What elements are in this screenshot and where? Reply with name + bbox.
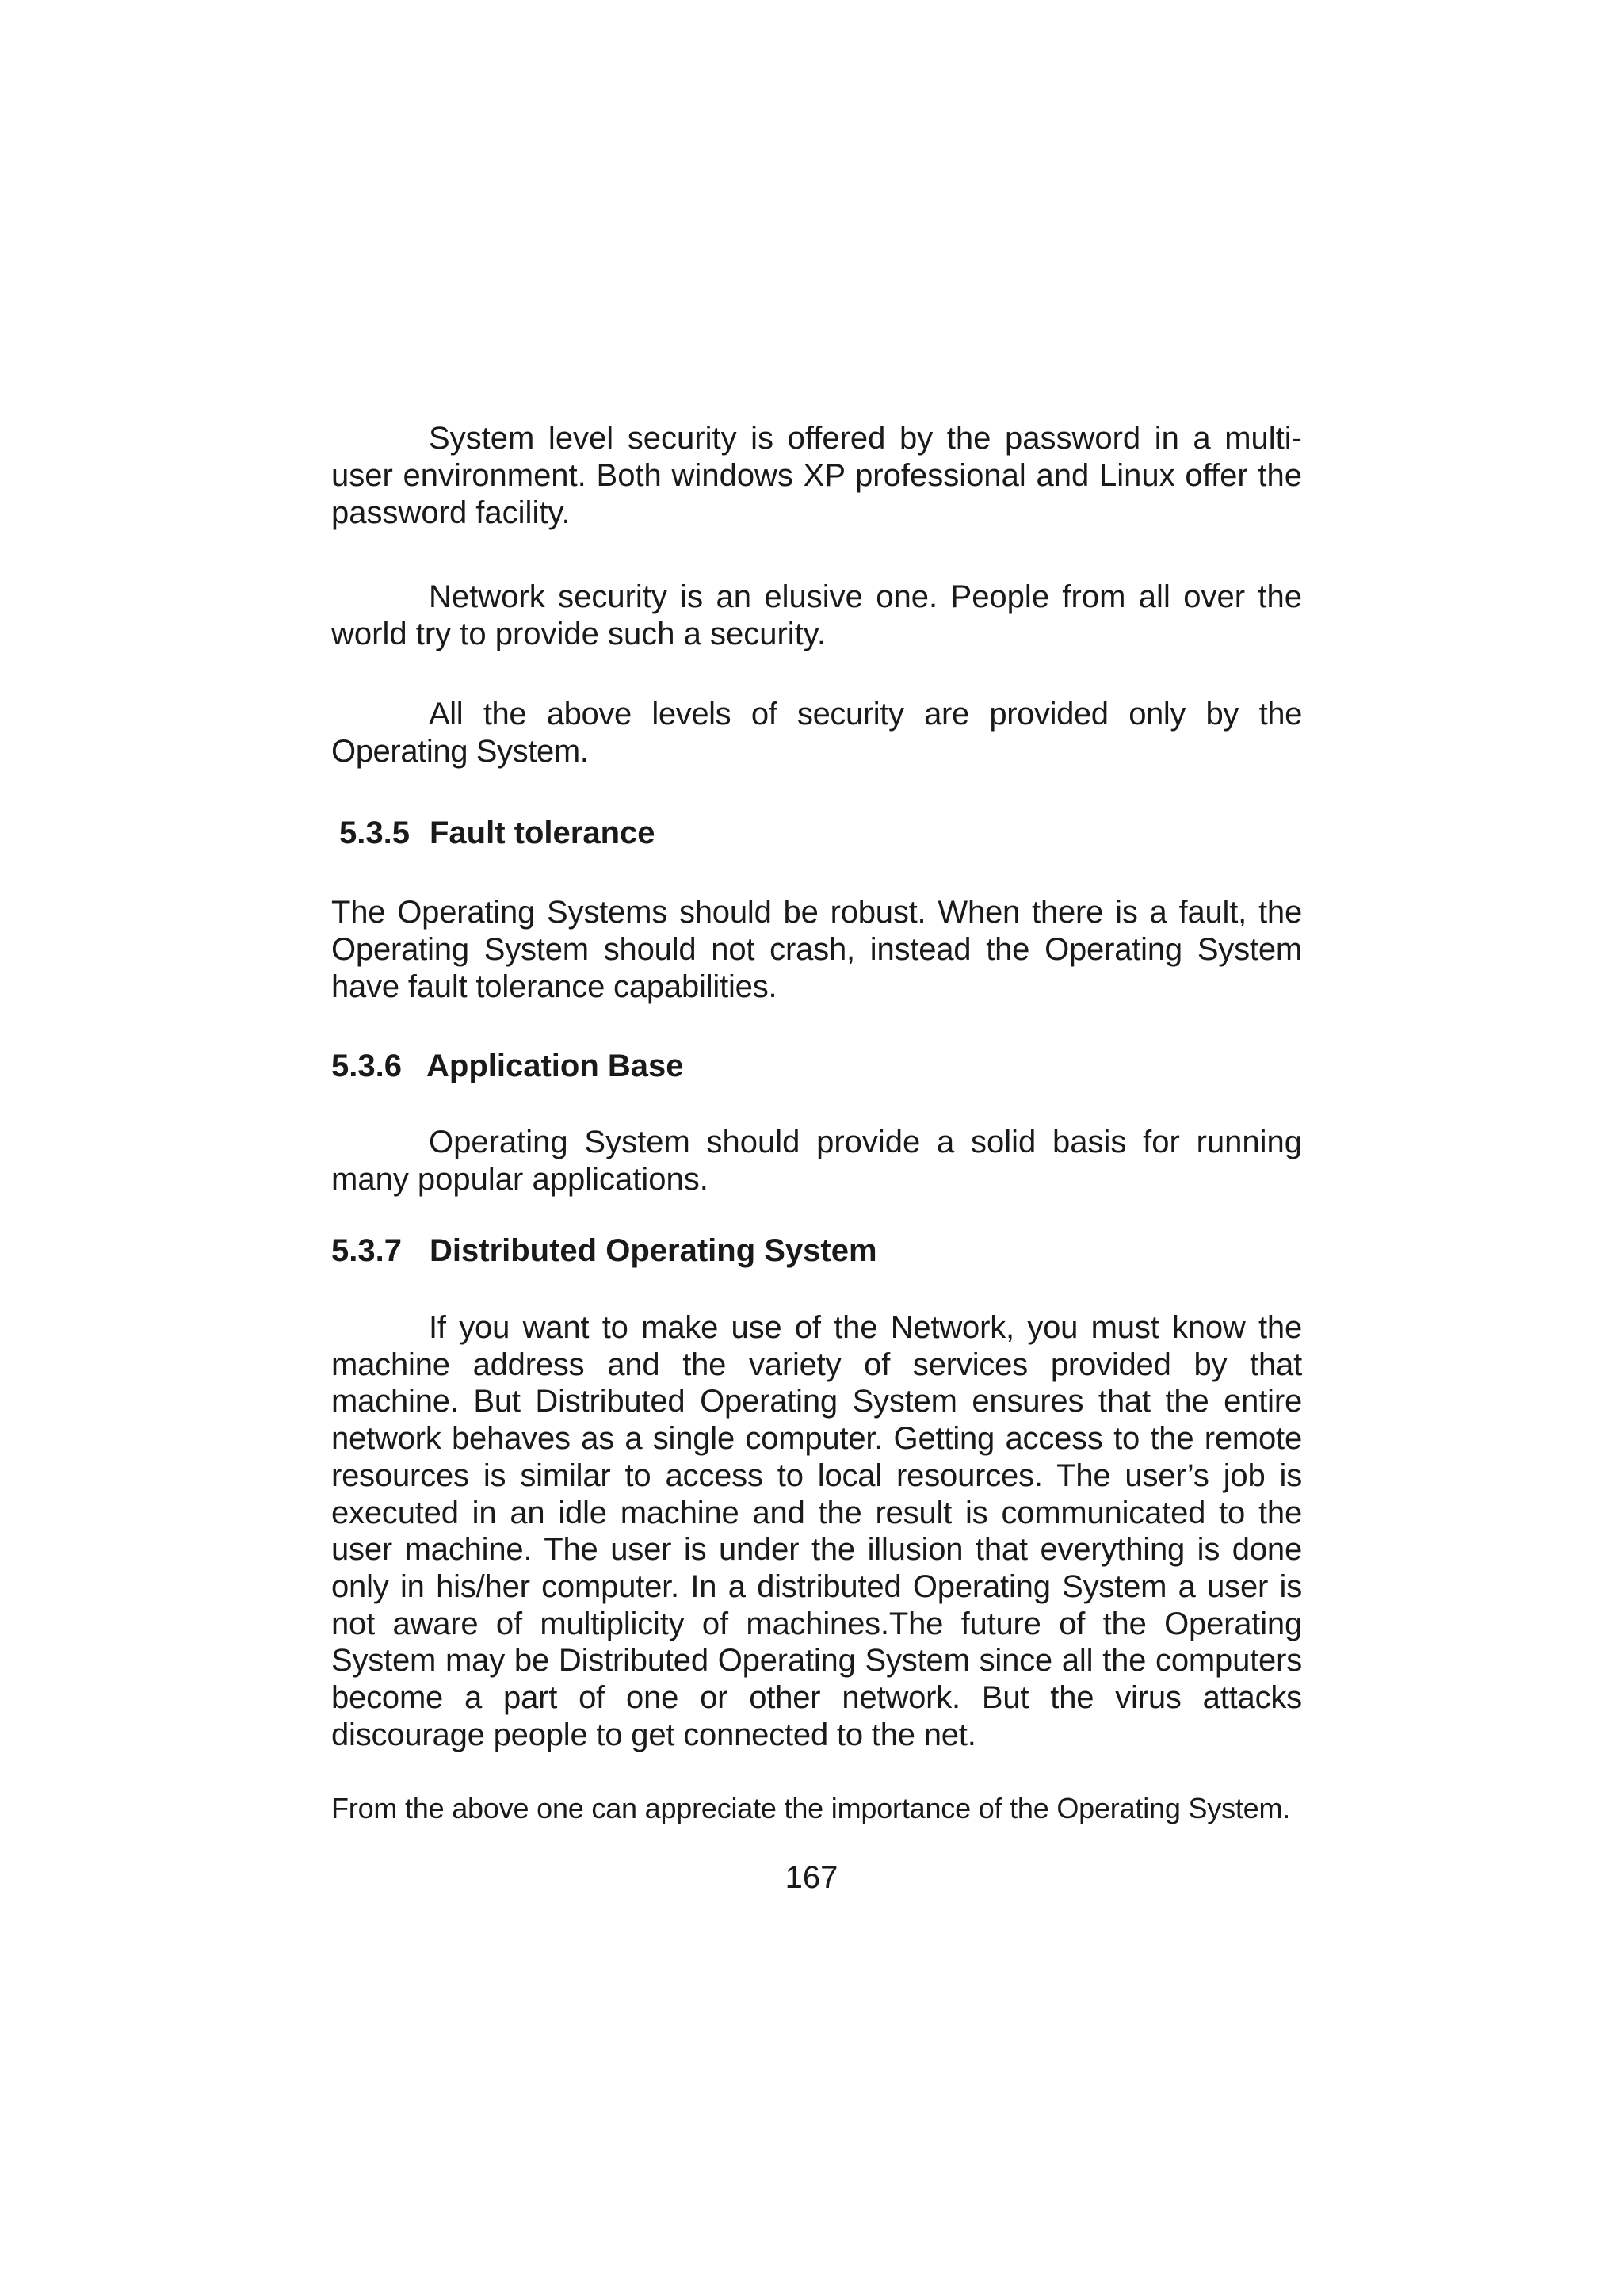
paragraph-fault-tolerance: The Operating Systems should be robust. When there is a fault, the Operating System should not crash, instead the Operating System have fault tolerance capabilities. — [331, 895, 1302, 1004]
paragraph-system-level-security: System level security is offered by the password in a multi-user environment. Both windows XP professional and Linux offer the password facility. — [331, 421, 1302, 530]
paragraph-all-levels-security: All the above levels of security are provided only by the Operating System. — [331, 697, 1302, 769]
paragraph-application-base: Operating System should provide a solid basis for running many popular applications. — [331, 1125, 1302, 1197]
section-heading-application-base — [331, 1048, 684, 1085]
section-number: 5.3.6 — [331, 1049, 402, 1083]
paragraph-network-security: Network security is an elusive one. People from all over the world try to provide such a security. — [331, 579, 1302, 651]
paragraph-conclusion: From the above one can appreciate the importance of the Operating System. — [331, 1792, 1291, 1824]
paragraph-distributed-os: If you want to make use of the Network, you must know the machine address and the variety of services provided by that machine. But Distributed Operating System ensures that the entire network behaves as a single computer. Getting access to the remote resources is similar to access to local resources. The user’s job is executed in an idle machine and the result is communicated to the user machine. The user is under the illusion that everything is done only in his/her computer. In a distributed Operating System a user is not aware of multiplicity of machines.The future of the Operating System may be Distributed Operating System since all the computers become a part of one or other network. But the virus attacks discourage people to get connected to the net. — [331, 1310, 1302, 1752]
section-title: Distributed Operating System — [430, 1233, 877, 1268]
section-number: 5.3.7 — [331, 1233, 402, 1268]
section-title: Fault tolerance — [430, 816, 655, 850]
section-number: 5.3.5 — [339, 816, 410, 850]
section-heading-fault-tolerance — [339, 815, 655, 852]
section-title: Application Base — [426, 1049, 684, 1083]
section-heading-distributed-os — [331, 1232, 877, 1270]
page-number: 167 — [785, 1860, 838, 1895]
